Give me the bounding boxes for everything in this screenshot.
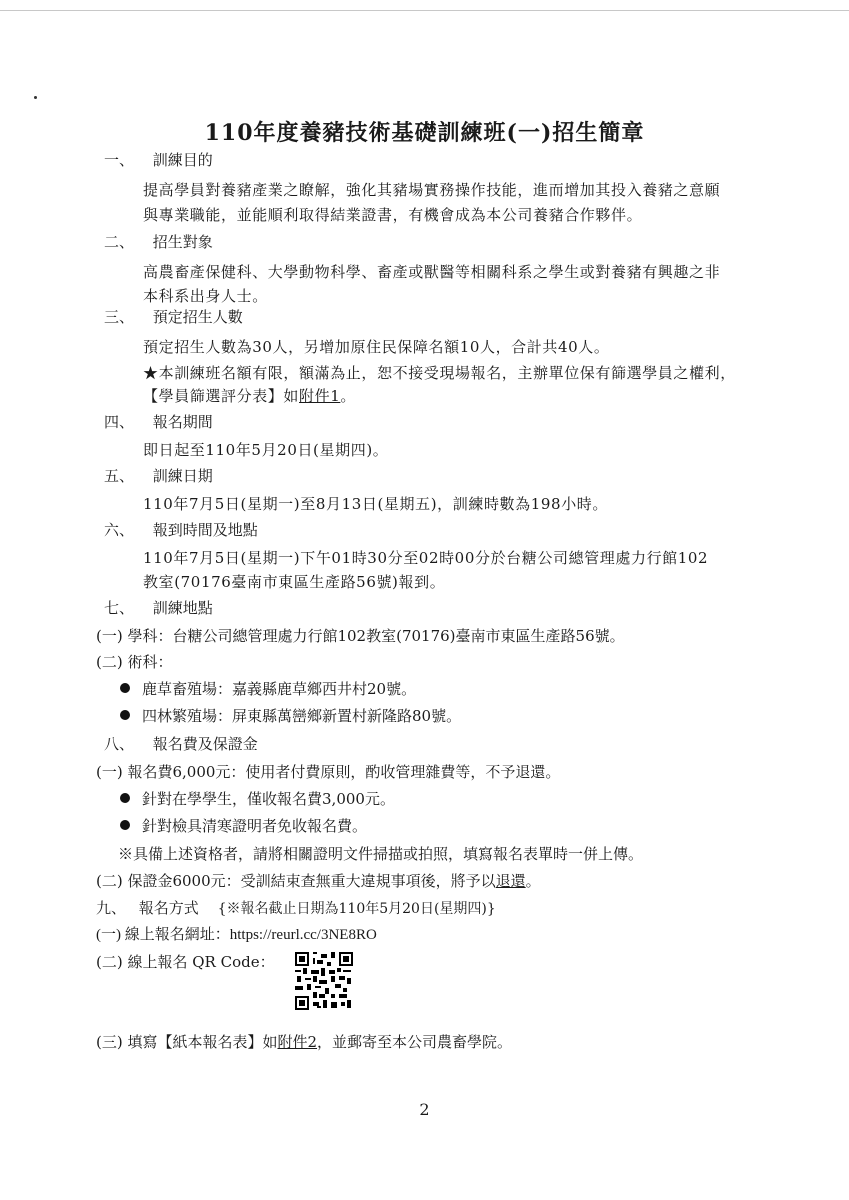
section-3-title: 預定招生人數: [152, 308, 243, 326]
deposit-end: 。: [525, 872, 541, 890]
scan-top-line: [0, 10, 849, 11]
section-7-theory: (一) 學科：台糖公司總管理處力行館102教室(70176)臺南市東區生產路56號。: [96, 627, 625, 645]
student-discount-text: 針對在學學生，僅收報名費3,000元。: [142, 790, 395, 808]
section-7-heading: [104, 598, 213, 618]
section-1-title: 訓練目的: [152, 151, 213, 169]
section-8-title: 報名費及保證金: [152, 735, 258, 753]
section-5-number: 五、: [104, 467, 135, 485]
section-8-note: ※具備上述資格者，請將相關證明文件掃描或拍照，填寫報名表單時一併上傳。: [118, 845, 644, 863]
section-5-title: 訓練日期: [152, 467, 213, 485]
site-2-text: 四林繁殖場：屏東縣萬巒鄉新置村新隆路80號。: [142, 707, 462, 725]
section-6-title: 報到時間及地點: [152, 521, 258, 539]
section-1-heading: [104, 150, 213, 170]
section-7-practice-site-2: [120, 706, 461, 726]
section-6-heading: [104, 520, 258, 540]
deadline-note: {※報名截止日期為110年5月20日(星期四)}: [217, 901, 496, 917]
section-3-number: 三、: [104, 308, 135, 326]
section-3-line-1: 預定招生人數為30人，另增加原住民保障名額10人，合計共40人。: [143, 338, 610, 356]
bullet-icon: [120, 710, 130, 720]
section-8-student-discount: [120, 789, 395, 809]
section-5-heading: [104, 466, 213, 486]
section-8-heading: [104, 734, 258, 754]
section-4-line-1: 即日起至110年5月20日(星期四)。: [143, 441, 389, 459]
section-8-number: 八、: [104, 735, 135, 753]
section-2-line-1: 高農畜產保健科、大學動物科學、畜產或獸醫等相關科系之學生或對養豬有興趣之非: [143, 263, 721, 281]
section-1-number: 一、: [104, 151, 135, 169]
section-1-line-1: 提高學員對養豬產業之瞭解，強化其豬場實務操作技能，進而增加其投入養豬之意願: [143, 181, 721, 199]
page-title: 110年度養豬技術基礎訓練班(一)招生簡章: [204, 120, 645, 146]
bullet-icon: [120, 683, 130, 693]
section-6-number: 六、: [104, 521, 135, 539]
bullet-icon: [120, 793, 130, 803]
attachment-1-link[interactable]: 附件1: [299, 387, 341, 405]
section-8-deposit: [96, 871, 541, 891]
qr-code-label: (二) 線上報名 QR Code：: [96, 953, 275, 971]
section-4-number: 四、: [104, 413, 135, 431]
refund-text: 退還: [495, 872, 526, 890]
page-number: 2: [419, 1100, 430, 1119]
site-1-text: 鹿草畜殖場：嘉義縣鹿草鄉西井村20號。: [142, 680, 417, 698]
section-8-fee-waiver: [120, 816, 367, 836]
paper-form-line: [96, 1032, 512, 1052]
section-6-line-1: 110年7月5日(星期一)下午01時30分至02時00分於台糖公司總管理處力行館102: [143, 549, 709, 567]
section-4-heading: [104, 412, 213, 432]
section-6-line-2: 教室(70176臺南市東區生產路56號)報到。: [143, 573, 446, 591]
section-3-line-2: ★本訓練班名額有限，額滿為止，恕不接受現場報名，主辦單位保有篩選學員之權利，: [143, 364, 736, 382]
section-1-line-2: 與專業職能，並能順利取得結業證書，有機會成為本公司養豬合作夥伴。: [143, 206, 643, 224]
section-7-practice: (二) 術科：: [96, 653, 173, 671]
section-7-title: 訓練地點: [152, 599, 213, 617]
section-7-practice-site-1: [120, 679, 416, 699]
bullet-icon: [120, 820, 130, 830]
paper-form-text: (三) 填寫【紙本報名表】如: [96, 1033, 278, 1051]
section-9-title: 報名方式: [138, 899, 199, 917]
score-sheet-text: 【學員篩選評分表】如: [143, 387, 300, 405]
attachment-2-link[interactable]: 附件2: [277, 1033, 318, 1051]
qr-code-image[interactable]: [295, 952, 353, 1010]
section-2-heading: [104, 232, 213, 252]
section-3-line-3-end: 。: [340, 387, 356, 405]
section-9-number: 九、: [96, 899, 127, 917]
online-url[interactable]: (一) 線上報名網址：https://reurl.cc/3NE8RO: [96, 927, 377, 943]
section-7-number: 七、: [104, 599, 135, 617]
section-4-title: 報名期間: [152, 413, 213, 431]
section-9-heading: [96, 898, 496, 919]
section-2-title: 招生對象: [152, 233, 213, 251]
section-8-fee: (一) 報名費6,000元：使用者付費原則，酌收管理雜費等，不予退還。: [96, 763, 561, 781]
section-2-line-2: 本科系出身人士。: [143, 287, 268, 305]
scan-speck: [34, 96, 37, 99]
section-2-number: 二、: [104, 233, 135, 251]
section-3-line-3: [143, 386, 356, 406]
section-3-heading: [104, 307, 243, 327]
paper-form-end: ，並郵寄至本公司農畜學院。: [317, 1033, 513, 1051]
section-5-line-1: 110年7月5日(星期一)至8月13日(星期五)，訓練時數為198小時。: [143, 495, 608, 513]
deposit-text: (二) 保證金6000元：受訓結束查無重大違規事項後，將予以: [96, 872, 496, 890]
fee-waiver-text: 針對檢具清寒證明者免收報名費。: [142, 817, 368, 835]
